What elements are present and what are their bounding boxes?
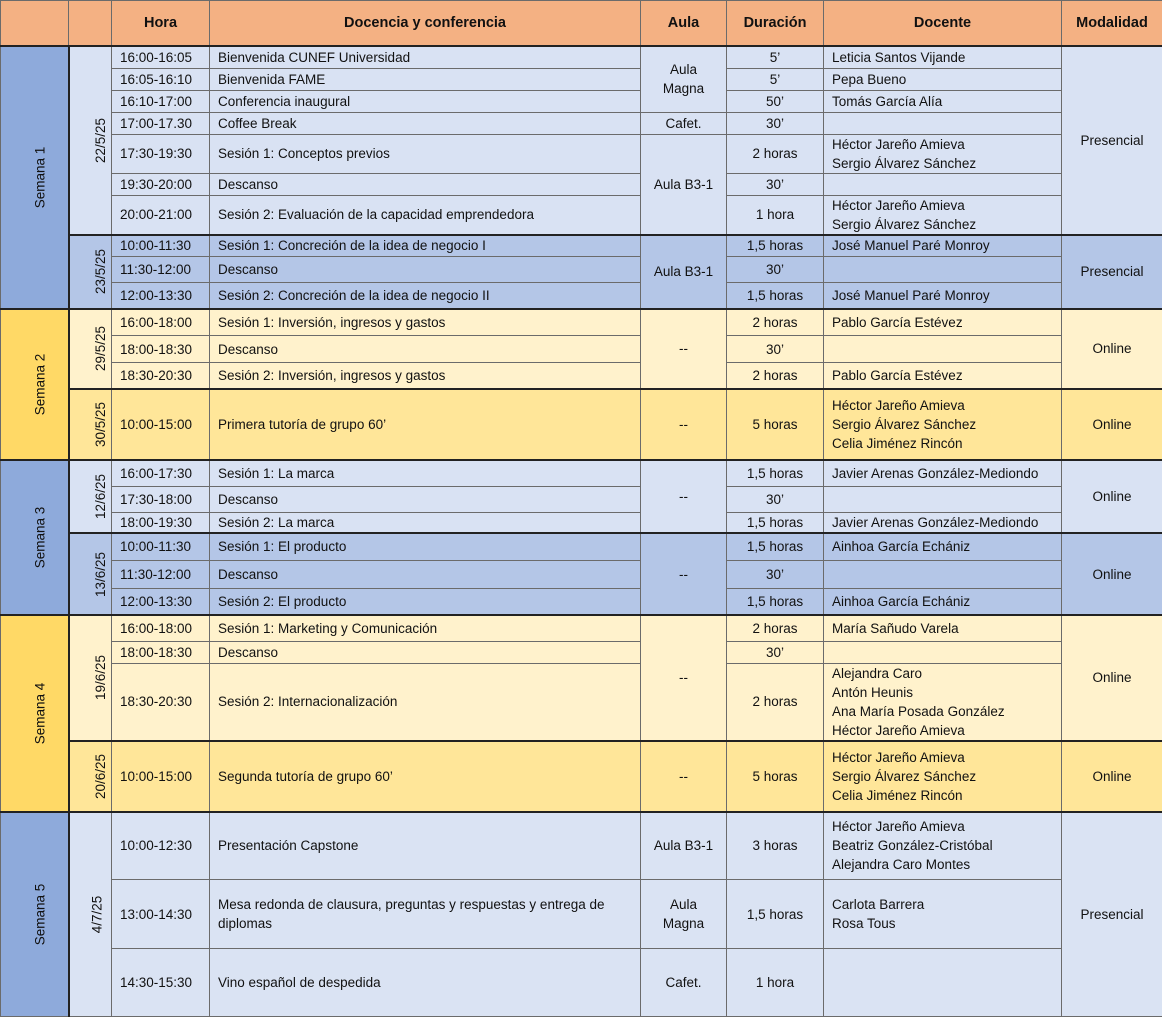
date-label: 30/5/25	[92, 401, 108, 447]
date-label: 22/5/25	[92, 117, 108, 163]
docente-cell	[824, 235, 1062, 257]
docente-cell	[824, 389, 1062, 460]
header-row	[1, 1, 1162, 47]
docente-name: Héctor Jareño Amieva	[832, 397, 965, 413]
week-label: Semana 3	[32, 506, 48, 569]
duration-cell: 3 horas	[727, 812, 824, 880]
date-label: 20/6/25	[92, 753, 108, 799]
date-cell	[69, 533, 112, 615]
aula-cell: Aula B3-1	[641, 812, 727, 880]
table-row	[1, 641, 1162, 663]
duration-cell: 5’	[727, 68, 824, 90]
session-cell: Sesión 1: La marca	[210, 460, 641, 487]
table-row	[1, 460, 1162, 487]
session-cell: Sesión 1: El producto	[210, 533, 641, 560]
docente-name: Leticia Santos Vijande	[832, 49, 966, 65]
docente-cell	[824, 68, 1062, 90]
date-cell	[69, 812, 112, 1017]
week-cell	[1, 615, 69, 812]
modalidad-cell: Online	[1062, 309, 1162, 389]
duration-cell: 2 horas	[727, 663, 824, 741]
table-row	[1, 663, 1162, 741]
duration-cell: 1,5 horas	[727, 513, 824, 534]
hora-cell: 10:00-11:30	[112, 235, 210, 257]
week-cell	[1, 460, 69, 616]
docente-cell	[824, 741, 1062, 812]
duration-cell: 1,5 horas	[727, 880, 824, 949]
docente-name: Pepa Bueno	[832, 71, 907, 87]
hora-cell: 10:00-15:00	[112, 741, 210, 812]
date-label: 12/6/25	[92, 473, 108, 519]
docente-name: Sergio Álvarez Sánchez	[832, 768, 977, 784]
docente-cell	[824, 257, 1062, 283]
duration-cell: 30’	[727, 257, 824, 283]
hora-cell: 18:00-19:30	[112, 513, 210, 534]
table-row	[1, 812, 1162, 880]
date-label: 23/5/25	[92, 248, 108, 295]
table-row	[1, 487, 1162, 513]
table-row	[1, 336, 1162, 363]
session-cell: Sesión 1: Concreción de la idea de negocio I	[210, 235, 641, 257]
hora-cell: 14:30-15:30	[112, 949, 210, 1017]
duration-cell: 2 horas	[727, 134, 824, 173]
docente-name: Héctor Jareño Amieva	[832, 722, 965, 738]
aula-cell: --	[641, 389, 727, 460]
hora-cell: 19:30-20:00	[112, 173, 210, 195]
table-row	[1, 949, 1162, 1017]
hora-cell: 10:00-15:00	[112, 389, 210, 460]
session-cell: Sesión 2: Evaluación de la capacidad emprendedora	[210, 195, 641, 235]
duration-cell: 5 horas	[727, 741, 824, 812]
week-cell	[1, 812, 69, 1017]
docente-name: Héctor Jareño Amieva	[832, 749, 965, 765]
hora-cell: 16:10-17:00	[112, 90, 210, 112]
docente-cell	[824, 134, 1062, 173]
docente-cell	[824, 513, 1062, 534]
docente-cell	[824, 487, 1062, 513]
session-cell: Sesión 2: Internacionalización	[210, 663, 641, 741]
header-modalidad: Modalidad	[1062, 1, 1162, 47]
duration-cell: 5 horas	[727, 389, 824, 460]
session-cell: Vino español de despedida	[210, 949, 641, 1017]
date-label: 19/6/25	[92, 655, 108, 701]
docente-cell	[824, 812, 1062, 880]
docente-name: Alejandra Caro Montes	[832, 857, 971, 873]
docente-cell	[824, 336, 1062, 363]
duration-cell: 30’	[727, 336, 824, 363]
duration-cell: 1 hora	[727, 949, 824, 1017]
week-label: Semana 4	[32, 682, 48, 745]
docente-name: Carlota Barrera	[832, 897, 925, 912]
hora-cell: 18:00-18:30	[112, 641, 210, 663]
duration-cell: 1,5 horas	[727, 588, 824, 615]
docente-cell	[824, 309, 1062, 336]
aula-cell: Cafet.	[641, 949, 727, 1017]
modalidad-cell: Presencial	[1062, 235, 1162, 309]
session-cell: Sesión 2: Inversión, ingresos y gastos	[210, 363, 641, 389]
date-cell	[69, 389, 112, 460]
hora-cell: 10:00-11:30	[112, 533, 210, 560]
aula-cell: Aula Magna	[641, 880, 727, 949]
docente-cell	[824, 363, 1062, 389]
docente-cell	[824, 641, 1062, 663]
docente-cell	[824, 46, 1062, 68]
aula-cell: Aula Magna	[641, 46, 727, 112]
hora-cell: 16:00-18:00	[112, 615, 210, 641]
table-row	[1, 173, 1162, 195]
docente-name: José Manuel Paré Monroy	[832, 287, 990, 303]
week-cell	[1, 309, 69, 460]
session-cell: Coffee Break	[210, 112, 641, 134]
duration-cell: 1,5 horas	[727, 460, 824, 487]
hora-cell: 20:00-21:00	[112, 195, 210, 235]
session-cell: Bienvenida CUNEF Universidad	[210, 46, 641, 68]
aula-cell: --	[641, 533, 727, 615]
docente-name: Javier Arenas González-Mediondo	[832, 465, 1039, 481]
table-row	[1, 309, 1162, 336]
docente-cell	[824, 195, 1062, 235]
aula-cell: Aula B3-1	[641, 235, 727, 309]
header-week	[1, 1, 69, 47]
duration-cell: 2 horas	[727, 363, 824, 389]
date-cell	[69, 46, 112, 235]
modalidad-cell: Presencial	[1062, 46, 1162, 235]
docente-cell	[824, 588, 1062, 615]
hora-cell: 10:00-12:30	[112, 812, 210, 880]
duration-cell: 30’	[727, 641, 824, 663]
duration-cell: 30’	[727, 112, 824, 134]
docente-name: Pablo García Estévez	[832, 367, 963, 383]
session-cell: Sesión 1: Marketing y Comunicación	[210, 615, 641, 641]
docente-name: Sergio Álvarez Sánchez	[832, 416, 977, 432]
table-row	[1, 90, 1162, 112]
docente-cell	[824, 615, 1062, 641]
duration-cell: 2 horas	[727, 615, 824, 641]
docente-name: Ana María Posada González	[832, 703, 1005, 719]
docente-name: Sergio Álvarez Sánchez	[832, 216, 977, 232]
aula-cell: --	[641, 309, 727, 389]
table-row	[1, 195, 1162, 235]
date-label: 13/6/25	[92, 551, 108, 597]
modalidad-cell: Online	[1062, 615, 1162, 741]
duration-cell: 50’	[727, 90, 824, 112]
header-docente: Docente	[824, 1, 1062, 47]
docente-name: Ainhoa García Echániz	[832, 593, 971, 609]
session-cell: Mesa redonda de clausura, preguntas y respuestas y entrega de diplomas	[210, 880, 641, 949]
hora-cell: 11:30-12:00	[112, 560, 210, 588]
docente-name: Celia Jiménez Rincón	[832, 787, 963, 803]
docente-name: Héctor Jareño Amieva	[832, 136, 965, 152]
table-row	[1, 235, 1162, 257]
table-row	[1, 46, 1162, 68]
docente-name: Héctor Jareño Amieva	[832, 819, 965, 835]
docente-name: María Sañudo Varela	[832, 620, 959, 636]
docente-cell	[824, 173, 1062, 195]
table-row	[1, 615, 1162, 641]
modalidad-cell: Presencial	[1062, 812, 1162, 1017]
table-row	[1, 513, 1162, 534]
session-cell: Descanso	[210, 560, 641, 588]
table-row	[1, 588, 1162, 615]
date-label: 4/7/25	[88, 895, 104, 934]
date-cell	[69, 235, 112, 309]
duration-cell: 30’	[727, 560, 824, 588]
schedule-body	[1, 46, 1162, 1017]
docente-cell	[824, 880, 1062, 949]
hora-cell: 17:00-17.30	[112, 112, 210, 134]
hora-cell: 18:30-20:30	[112, 663, 210, 741]
session-cell: Sesión 2: La marca	[210, 513, 641, 534]
header-docencia: Docencia y conferencia	[210, 1, 641, 47]
header-aula: Aula	[641, 1, 727, 47]
header-date	[69, 1, 112, 47]
header-hora: Hora	[112, 1, 210, 47]
table-row	[1, 741, 1162, 812]
hora-cell: 16:00-18:00	[112, 309, 210, 336]
docente-name: Javier Arenas González-Mediondo	[832, 515, 1039, 530]
docente-cell	[824, 283, 1062, 309]
aula-cell: --	[641, 460, 727, 534]
session-cell: Primera tutoría de grupo 60’	[210, 389, 641, 460]
table-row	[1, 389, 1162, 460]
duration-cell: 5’	[727, 46, 824, 68]
table-row	[1, 112, 1162, 134]
date-cell	[69, 741, 112, 812]
docente-cell	[824, 112, 1062, 134]
session-cell: Descanso	[210, 336, 641, 363]
docente-name: Rosa Tous	[832, 916, 896, 931]
session-cell: Conferencia inaugural	[210, 90, 641, 112]
hora-cell: 16:05-16:10	[112, 68, 210, 90]
session-cell: Sesión 2: Concreción de la idea de negocio II	[210, 283, 641, 309]
header-duracion: Duración	[727, 1, 824, 47]
week-label: Semana 2	[32, 353, 48, 415]
week-cell	[1, 46, 69, 309]
aula-cell: --	[641, 741, 727, 812]
session-cell: Bienvenida FAME	[210, 68, 641, 90]
docente-name: Héctor Jareño Amieva	[832, 197, 965, 213]
docente-name: Antón Heunis	[832, 684, 914, 700]
date-cell	[69, 309, 112, 389]
hora-cell: 16:00-16:05	[112, 46, 210, 68]
docente-name: Sergio Álvarez Sánchez	[832, 155, 977, 171]
session-cell: Segunda tutoría de grupo 60’	[210, 741, 641, 812]
modalidad-cell: Online	[1062, 741, 1162, 812]
docente-name: Beatriz González-Cristóbal	[832, 838, 993, 854]
session-cell: Sesión 1: Inversión, ingresos y gastos	[210, 309, 641, 336]
week-label: Semana 5	[32, 883, 48, 946]
duration-cell: 2 horas	[727, 309, 824, 336]
session-cell: Descanso	[210, 487, 641, 513]
aula-cell: --	[641, 615, 727, 741]
session-cell: Descanso	[210, 641, 641, 663]
table-row	[1, 257, 1162, 283]
duration-cell: 1,5 horas	[727, 283, 824, 309]
docente-name: Pablo García Estévez	[832, 314, 963, 330]
docente-cell	[824, 90, 1062, 112]
table-row	[1, 134, 1162, 173]
docente-name: Ainhoa García Echániz	[832, 539, 971, 555]
date-cell	[69, 615, 112, 741]
session-cell: Presentación Capstone	[210, 812, 641, 880]
aula-cell: Cafet.	[641, 112, 727, 134]
table-row	[1, 68, 1162, 90]
duration-cell: 30’	[727, 487, 824, 513]
date-cell	[69, 460, 112, 534]
docente-name: Tomás García Alía	[832, 93, 943, 109]
duration-cell: 1,5 horas	[727, 235, 824, 257]
docente-cell	[824, 663, 1062, 741]
session-cell: Descanso	[210, 257, 641, 283]
duration-cell: 30’	[727, 173, 824, 195]
date-label: 29/5/25	[92, 325, 108, 372]
docente-name: Celia Jiménez Rincón	[832, 435, 963, 451]
docente-name: Alejandra Caro	[832, 665, 923, 681]
table-row	[1, 533, 1162, 560]
docente-name: José Manuel Paré Monroy	[832, 238, 990, 254]
modalidad-cell: Online	[1062, 533, 1162, 615]
hora-cell: 17:30-19:30	[112, 134, 210, 173]
duration-cell: 1,5 horas	[727, 533, 824, 560]
table-row	[1, 880, 1162, 949]
table-row	[1, 560, 1162, 588]
docente-cell	[824, 460, 1062, 487]
duration-cell: 1 hora	[727, 195, 824, 235]
hora-cell: 11:30-12:00	[112, 257, 210, 283]
aula-cell: Aula B3-1	[641, 134, 727, 235]
hora-cell: 12:00-13:30	[112, 588, 210, 615]
hora-cell: 13:00-14:30	[112, 880, 210, 949]
modalidad-cell: Online	[1062, 460, 1162, 534]
hora-cell: 17:30-18:00	[112, 487, 210, 513]
hora-cell: 12:00-13:30	[112, 283, 210, 309]
table-row	[1, 363, 1162, 389]
docente-cell	[824, 533, 1062, 560]
docente-cell	[824, 560, 1062, 588]
hora-cell: 18:30-20:30	[112, 363, 210, 389]
hora-cell: 16:00-17:30	[112, 460, 210, 487]
modalidad-cell: Online	[1062, 389, 1162, 460]
docente-cell	[824, 949, 1062, 1017]
week-label: Semana 1	[32, 146, 48, 209]
session-cell: Sesión 2: El producto	[210, 588, 641, 615]
session-cell: Descanso	[210, 173, 641, 195]
session-cell: Sesión 1: Conceptos previos	[210, 134, 641, 173]
table-row	[1, 283, 1162, 309]
hora-cell: 18:00-18:30	[112, 336, 210, 363]
